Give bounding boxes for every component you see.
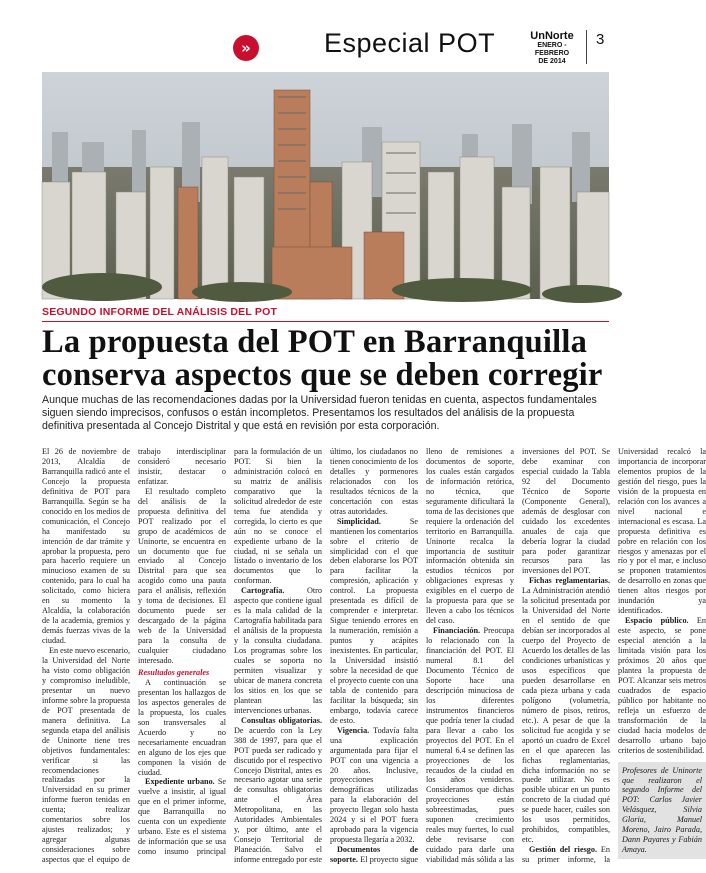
publication-name: UnNorte bbox=[530, 30, 574, 42]
lead-in-expediente: Expediente urbano. bbox=[145, 777, 215, 787]
article-body bbox=[42, 447, 706, 867]
article-headline: La propuesta del POT en Barranquilla conserva aspectos que se deben corregir bbox=[42, 324, 603, 393]
paragraph-text: El proyecto sigue lleno de remisiones a documentos de soporte, los cuales están cargados de información retórica, no técnica, que seguramente dificultará la toma de las decisiones que requiere la ordenación del territorio en Barranquilla. Uninorte recalca la importancia de sustituir información obtenida sin estudios técnicos por obligaciones expresas y exigibles en el cuerpo de la propuesta para que se lleven a cabo los técnicos del caso. bbox=[360, 447, 514, 865]
paragraph-text: En su primer informe, la Universidad recalcó la importancia de incorporar elementos propios de la gestión del riesgo, pues la visión de la propuesta en relación con los avances a nivel nacional e internacional es escasa. La propuesta definitiva es pobre en relación con los riesgos y amenazas por el río y por el mar, e incluso se proponen tratamientos de desarrollo en zonas que tienen altos riesgos por inundación ya identificados. bbox=[522, 447, 706, 865]
body-paragraph: En este nuevo escenario, la Universidad del Norte ha visto como obligación y compromiso ineludible, presentar un nuevo informe sobre la propuesta de POT presentada de manera definitiva. La segunda etapa del análisis de Uninorte tiene tres objetivos fundamentales: verificar si las recomendaciones realizadas por la Universidad en su primer informe fueron tenidas en cuenta; realizar comentarios sobre los ajustes realizados; y agregar algunas consideraciones sobre aspectos que el equipo de trabajo interdisciplinar consideró necesario insistir, destacar o enfatizar. bbox=[42, 447, 226, 865]
page-header bbox=[0, 0, 652, 70]
lead-in-financiacion: Financiación. bbox=[433, 626, 481, 636]
credits-box: Profesores de Uninorte que realizaron el segundo Informe del POT: Carlos Javier Velásquez, Silvia Gloria, Manuel Moreno, Jairo Parada, Dann Payares y Fabián Amaya. bbox=[618, 762, 706, 860]
lead-in-consultas: Consultas obligatorias. bbox=[241, 715, 322, 725]
lead-in-espacio: Espacio público. bbox=[625, 616, 689, 626]
body-paragraph bbox=[522, 576, 610, 845]
lead-in-simplicidad: Simplicidad. bbox=[337, 516, 381, 526]
page-number: 3 bbox=[596, 31, 605, 48]
body-paragraph bbox=[330, 517, 418, 726]
paragraph-text: Se mantienen los comentarios sobre el criterio de simplicidad con el que deben elaborarse los POT para facilitar la compresión, aplicación y control. La propuesta presentada es difícil de comprender e interpretar. Sigue teniendo errores en la numeración, remisión a puntos y acápites inexistentes. En particular, la Universidad insistió sobre la necesidad de que el proyecto cuente con una tabla de contenido para facilitar la búsqueda; sin embargo, todavía carece de esto. bbox=[330, 516, 418, 725]
header-divider bbox=[586, 30, 587, 64]
paragraph-text: Se vuelve a insistir, al igual que en el primer informe, que Barranquilla no cuenta con un expediente urbano. Este es el sistema de información que se usa como insumo principal para la formulación de un POT. Si bien la administración colocó en su matriz de análisis comparativo que la solicitud alrededor de este tema fue atendida y corregida, lo cierto es que aún no se conoce el expediente urbano de la ciudad, ni se señala un listado o inventario de los documentos que lo conforman. bbox=[138, 447, 322, 857]
body-paragraph: El resultado completo del análisis de la propuesta definitiva del POT realizado por el grupo de académicos de Uninorte, se encuentra en un documento que fue enviado al Concejo Distrital para que sea acogido como una pauta para el análisis, reflexión y toma de decisiones. El documento puede ser descargado de la página web de la Universidad para la consulta de cualquier ciudadano interesado. bbox=[138, 486, 226, 666]
paragraph-text: Todavía falta una explicación argumentada para fijar el POT con una vigencia a 20 años. Inclusive, proyecciones demográficas utilizadas para la elaboración del proyecto llegan solo hasta 2024 y si el POT fuera aprobado para la vigencia propuesta llegaría a 2032. bbox=[330, 725, 418, 845]
paragraph-text: De acuerdo con la Ley 388 de 1997, para que el POT pueda ser radicado y discutido por el respectivo Concejo Distrital, antes es necesario agotar una serie de consultas obligatorias ante el Área Metropolitana, en las Autoridades Ambientales y, por último, ante el Consejo Territorial de Planeación. Salvo el informe entregado por este último, los ciudadanos no tienen conocimiento de los detalles y pormenores relacionados con los resultados técnicos de la concertación con estas otras autoridades. bbox=[234, 447, 418, 865]
paragraph-text: Otro aspecto que contiene igual es la mala calidad de la Cartografía habilitada para el análisis de la propuesta y la consulta ciudadana. Los programas sobre los cuales se soporta no permiten visualizar y ubicar de manera concreta los sitios en los que se plantean las intervenciones urbanas. bbox=[234, 586, 322, 715]
paragraph-text: Preocupa lo relacionado con la financiación del POT. El numeral 8.1 del Documento Técnico de Soporte hace una descripción minuciosa de los diferentes instrumentos financieros que podría tener la ciudad para llevar a cabo los proyectos del POT. En el numeral 6.4 se definen las proyecciones de los recaudos de la ciudad en los años venideros. Consideramos que dichas proyecciones están sobreestimadas, pues suponen crecimiento reales muy fuertes, lo cual debe revisarse con cuidado para darle una viabilidad más sólida a las inversiones del POT. Se debe examinar con especial cuidado la Tabla 92 del Documento Técnico de Soporte (Componente General), además de desglosar con cuidado los excedentes anuales de caja que debería lograr la ciudad para poder garantizar recursos para las inversiones del POT. bbox=[426, 447, 610, 865]
article-kicker: SEGUNDO INFORME DEL ANÁLISIS DEL POT bbox=[42, 306, 278, 318]
body-paragraph: A continuación se presentan los hallazgos de los aspectos generales de la propuesta, los cuales son transversales al Acuerdo y no necesariamente encuadran en alguno de los ejes que componen la visión de ciudad. bbox=[138, 677, 226, 777]
lead-in-riesgo: Gestión del riesgo. bbox=[529, 845, 598, 855]
kicker-rule bbox=[42, 321, 609, 322]
body-paragraph: El 26 de noviembre de 2013, Alcaldía de Barranquilla radicó ante el Concejo la propuesta definitiva de POT para Barranquilla. Según se ha conocido en los medios de comunicación, el Concejo ha manifestado su intención de dar trámite y aprobar la propuesta, pero para hacerlo requiere un minucioso examen de su contenido, para lo cual ha solicitado, como hiciera en su momento la Alcaldía, la colaboración de la academia, gremios y demás fuerzas vivas de la ciudad. bbox=[42, 447, 130, 646]
double-chevron-logo-icon: » bbox=[233, 35, 259, 61]
publication-info bbox=[525, 30, 579, 66]
date-line-2: DE 2014 bbox=[538, 58, 566, 65]
paragraph-text: En este aspecto, se pone especial atención a la limitada visión para los próximos 20 años que plantea la propuesta de POT. Alcanzar seis metros cuadrados de espacio público por habitante no refleja un esfuerzo de transformación de la ciudad hacia modelos de desarrollo urbano bajo criterios de sostenibilidad. bbox=[618, 616, 706, 755]
body-paragraph bbox=[234, 586, 322, 715]
lead-in-cartografia: Cartografía. bbox=[241, 586, 285, 596]
body-paragraph bbox=[330, 726, 418, 845]
lead-in-documentos: Documentos de soporte. bbox=[330, 845, 418, 865]
paragraph-text: La Administración atendió la solicitud presentada por la Universidad del Norte en el sentido de que debían ser incorporados al cuerpo del Proyecto de Acuerdo los detalles de las condiciones urbanísticas y usos específicos que pueden desarrollarse en cada pieza urbana y cada polígono (volumetría, número de pisos, retiros, etc.). A pesar de que la solicitud fue acogida y se aportó un cuadro de Excel en el que aparecen las fichas reglamentarias, dicha información no se puede utilizar. No es posible ubicar en un punto concreto de la ciudad qué se puede hacer, cuáles son los usos permitidos, prohibidos, compatibles, etc. bbox=[522, 586, 610, 845]
subheading-resultados: Resultados generales bbox=[138, 667, 210, 677]
date-line-1: ENERO - FEBRERO bbox=[534, 42, 570, 57]
city-skyline-photo bbox=[42, 72, 609, 299]
section-title: Especial POT bbox=[324, 28, 496, 58]
body-paragraph bbox=[618, 616, 706, 755]
article-lede: Aunque muchas de las recomendaciones dadas por la Universidad fueron tenidas en cuenta, aspectos fundamentales siguen siendo imprecisos, confusos o están incompletos. Presentamos los resultados del análisis de la propuesta definitiva presentada al Concejo Distrital y que está en revisión por esta corporación. bbox=[42, 394, 597, 433]
lead-in-vigencia: Vigencia. bbox=[337, 725, 370, 735]
lead-in-fichas: Fichas reglamentarias. bbox=[529, 576, 610, 586]
